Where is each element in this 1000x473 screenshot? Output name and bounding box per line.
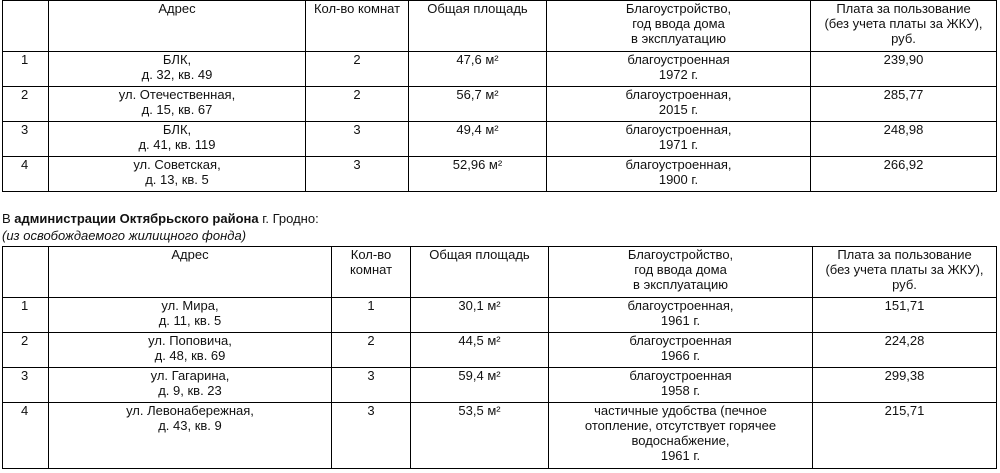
section-title: В администрации Октябрьского района г. Гродно: (2, 211, 319, 226)
row-rooms: 3 (306, 122, 409, 157)
table-row (3, 87, 997, 122)
header-num (3, 247, 49, 298)
row-rooms: 2 (306, 87, 409, 122)
row-num: 1 (3, 52, 49, 87)
row-area: 59,4 м² (411, 368, 549, 403)
table-row (3, 122, 997, 157)
header-payment: Плата за пользование (без учета платы за ЖКУ), руб. (813, 247, 997, 298)
header-address: Адрес (49, 1, 306, 52)
header-amenities: Благоустройство, год ввода дома в эксплуатацию (549, 247, 813, 298)
header-payment: Плата за пользование (без учета платы за ЖКУ), руб. (811, 1, 997, 52)
table-row (3, 403, 997, 469)
header-num (3, 1, 49, 52)
row-amenities: благоустроенная, 1971 г. (547, 122, 811, 157)
section-subtitle: (из освобождаемого жилищного фонда) (2, 228, 247, 243)
row-rooms: 3 (306, 157, 409, 192)
row-area: 30,1 м² (411, 298, 549, 333)
row-amenities: благоустроенная 1958 г. (549, 368, 813, 403)
row-payment: 266,92 (811, 157, 997, 192)
row-payment: 224,28 (813, 333, 997, 368)
table-row (3, 298, 997, 333)
table-row (3, 52, 997, 87)
row-num: 3 (3, 122, 49, 157)
header-address: Адрес (49, 247, 332, 298)
table-row (3, 368, 997, 403)
header-area: Общая площадь (409, 1, 547, 52)
section-caption (0, 210, 1000, 244)
row-payment: 239,90 (811, 52, 997, 87)
table-row (3, 157, 997, 192)
table-row (3, 333, 997, 368)
header-area: Общая площадь (411, 247, 549, 298)
row-amenities: частичные удобства (печное отопление, отсутствует горячее водоснабжение, 1961 г. (549, 403, 813, 469)
row-amenities: благоустроенная, 1900 г. (547, 157, 811, 192)
row-rooms: 3 (332, 403, 411, 469)
row-payment: 215,71 (813, 403, 997, 469)
header-rooms: Кол-во комнат (332, 247, 411, 298)
row-rooms: 2 (332, 333, 411, 368)
row-num: 1 (3, 298, 49, 333)
row-area: 44,5 м² (411, 333, 549, 368)
row-address: БЛК, д. 32, кв. 49 (49, 52, 306, 87)
row-address: ул. Поповича, д. 48, кв. 69 (49, 333, 332, 368)
row-amenities: благоустроенная, 1961 г. (549, 298, 813, 333)
row-num: 3 (3, 368, 49, 403)
row-payment: 151,71 (813, 298, 997, 333)
row-payment: 285,77 (811, 87, 997, 122)
row-rooms: 2 (306, 52, 409, 87)
row-address: ул. Советская, д. 13, кв. 5 (49, 157, 306, 192)
row-num: 2 (3, 87, 49, 122)
row-num: 2 (3, 333, 49, 368)
row-address: БЛК, д. 41, кв. 119 (49, 122, 306, 157)
row-address: ул. Левонабережная, д. 43, кв. 9 (49, 403, 332, 469)
row-amenities: благоустроенная, 2015 г. (547, 87, 811, 122)
row-rooms: 1 (332, 298, 411, 333)
row-rooms: 3 (332, 368, 411, 403)
row-payment: 248,98 (811, 122, 997, 157)
row-area: 49,4 м² (409, 122, 547, 157)
apartments-table-2 (2, 246, 997, 469)
table-header-row (3, 247, 997, 298)
apartments-table-1 (2, 0, 997, 192)
row-area: 47,6 м² (409, 52, 547, 87)
row-num: 4 (3, 157, 49, 192)
row-payment: 299,38 (813, 368, 997, 403)
row-address: ул. Отечественная, д. 15, кв. 67 (49, 87, 306, 122)
row-amenities: благоустроенная 1972 г. (547, 52, 811, 87)
table-header-row (3, 1, 997, 52)
row-address: ул. Гагарина, д. 9, кв. 23 (49, 368, 332, 403)
header-amenities: Благоустройство, год ввода дома в эксплуатацию (547, 1, 811, 52)
row-area: 53,5 м² (411, 403, 549, 469)
row-address: ул. Мира, д. 11, кв. 5 (49, 298, 332, 333)
row-amenities: благоустроенная 1966 г. (549, 333, 813, 368)
row-area: 52,96 м² (409, 157, 547, 192)
row-num: 4 (3, 403, 49, 469)
header-rooms: Кол-во комнат (306, 1, 409, 52)
row-area: 56,7 м² (409, 87, 547, 122)
